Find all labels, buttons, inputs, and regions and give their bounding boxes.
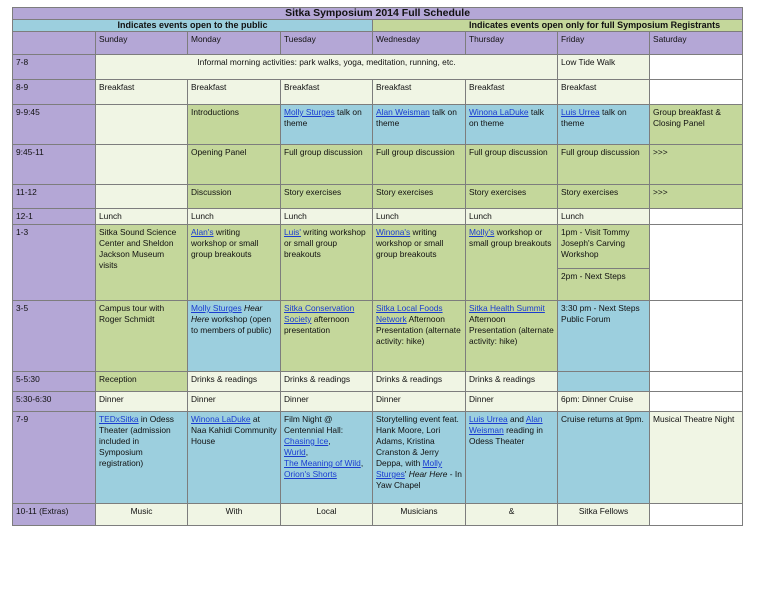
title-row bbox=[13, 8, 743, 20]
event-cell: 2pm - Next Steps bbox=[558, 269, 650, 301]
event-cell: Dinner bbox=[96, 392, 188, 412]
film-link[interactable]: Chasing Ice bbox=[284, 436, 329, 446]
event-cell: Dinner bbox=[281, 392, 373, 412]
time-cell: 9:45-11 bbox=[13, 145, 96, 185]
speaker-link[interactable]: Alan Weisman bbox=[376, 107, 430, 117]
event-cell: Breakfast bbox=[373, 80, 466, 105]
empty-cell bbox=[650, 55, 743, 80]
event-cell: Sitka Local Foods Network Afternoon Presentation (alternate activity: hike) bbox=[373, 301, 466, 372]
event-cell: With bbox=[188, 504, 281, 526]
empty-cell bbox=[650, 372, 743, 392]
workshop-link[interactable]: Molly's bbox=[469, 227, 495, 237]
table-row bbox=[13, 105, 743, 145]
time-cell: 5-5:30 bbox=[13, 372, 96, 392]
day-header: Thursday bbox=[466, 32, 558, 55]
event-cell: Alan Weisman talk on theme bbox=[373, 105, 466, 145]
day-header: Sunday bbox=[96, 32, 188, 55]
event-cell: Cruise returns at 9pm. bbox=[558, 412, 650, 504]
table-row bbox=[13, 145, 743, 185]
empty-cell bbox=[650, 504, 743, 526]
event-cell: Luis' writing workshop or small group breakouts bbox=[281, 225, 373, 301]
event-cell: Lunch bbox=[188, 209, 281, 225]
time-cell: 1-3 bbox=[13, 225, 96, 301]
empty-cell bbox=[650, 392, 743, 412]
empty-cell bbox=[650, 209, 743, 225]
event-cell: Drinks & readings bbox=[466, 372, 558, 392]
film-link[interactable]: The Meaning of Wild bbox=[284, 458, 361, 468]
event-cell: Opening Panel bbox=[188, 145, 281, 185]
org-link[interactable]: Sitka Conservation Society bbox=[284, 303, 355, 324]
event-link[interactable]: TEDxSitka bbox=[99, 414, 139, 424]
day-header: Tuesday bbox=[281, 32, 373, 55]
speaker-link[interactable]: Luis Urrea bbox=[469, 414, 508, 424]
table-row bbox=[13, 80, 743, 105]
event-cell: Lunch bbox=[466, 209, 558, 225]
event-cell: Breakfast bbox=[558, 80, 650, 105]
event-cell: Local bbox=[281, 504, 373, 526]
event-cell: Drinks & readings bbox=[373, 372, 466, 392]
table-row bbox=[13, 412, 743, 504]
org-link[interactable]: Sitka Local Foods Network bbox=[376, 303, 443, 324]
event-cell: Drinks & readings bbox=[281, 372, 373, 392]
event-cell: Molly Sturges Hear Here workshop (open to members of public) bbox=[188, 301, 281, 372]
event-cell: Dinner bbox=[373, 392, 466, 412]
event-cell: Molly Sturges talk on theme bbox=[281, 105, 373, 145]
event-cell: 1pm - Visit Tommy Joseph's Carving Workshop bbox=[558, 225, 650, 269]
table-row bbox=[13, 372, 743, 392]
day-header-row bbox=[13, 32, 743, 55]
time-cell: 3-5 bbox=[13, 301, 96, 372]
day-header: Wednesday bbox=[373, 32, 466, 55]
event-cell: Musical Theatre Night bbox=[650, 412, 743, 504]
table-row bbox=[13, 209, 743, 225]
event-cell: Lunch bbox=[96, 209, 188, 225]
empty-cell bbox=[558, 372, 650, 392]
event-cell: Film Night @ Centennial Hall: Chasing Ice, Wurld, The Meaning of Wild, Orion's Shorts bbox=[281, 412, 373, 504]
speaker-link[interactable]: Molly Sturges bbox=[191, 303, 242, 313]
event-cell: Lunch bbox=[281, 209, 373, 225]
page-title: Sitka Symposium 2014 Full Schedule bbox=[13, 8, 743, 20]
table-row bbox=[13, 504, 743, 526]
event-cell: & bbox=[466, 504, 558, 526]
event-cell: Breakfast bbox=[466, 80, 558, 105]
event-cell: >>> bbox=[650, 145, 743, 185]
time-cell: 12-1 bbox=[13, 209, 96, 225]
workshop-link[interactable]: Winona's bbox=[376, 227, 411, 237]
event-cell: Sitka Health Summit Afternoon Presentation (alternate activity: hike) bbox=[466, 301, 558, 372]
event-cell: >>> bbox=[650, 185, 743, 209]
film-link[interactable]: Orion's Shorts bbox=[284, 469, 337, 479]
event-cell: Molly's workshop or small group breakouts bbox=[466, 225, 558, 301]
legend-registrants: Indicates events open only for full Symposium Registrants bbox=[373, 20, 743, 32]
event-cell: Full group discussion bbox=[558, 145, 650, 185]
event-cell: Lunch bbox=[558, 209, 650, 225]
day-header: Monday bbox=[188, 32, 281, 55]
event-cell: Winona's writing workshop or small group breakouts bbox=[373, 225, 466, 301]
time-cell: 8-9 bbox=[13, 80, 96, 105]
event-cell: Luis Urrea talk on theme bbox=[558, 105, 650, 145]
event-cell: Drinks & readings bbox=[188, 372, 281, 392]
event-cell: Story exercises bbox=[558, 185, 650, 209]
time-cell: 7-8 bbox=[13, 55, 96, 80]
informal-activities: Informal morning activities: park walks, yoga, meditation, running, etc. bbox=[96, 55, 558, 80]
event-cell: Luis Urrea and Alan Weisman reading in Odess Theater bbox=[466, 412, 558, 504]
table-row bbox=[13, 301, 743, 372]
table-row bbox=[13, 55, 743, 80]
time-cell: 7-9 bbox=[13, 412, 96, 504]
event-cell: Breakfast bbox=[188, 80, 281, 105]
event-cell: Full group discussion bbox=[281, 145, 373, 185]
event-cell: Winona LaDuke at Naa Kahidi Community House bbox=[188, 412, 281, 504]
table-row bbox=[13, 392, 743, 412]
empty-cell bbox=[96, 185, 188, 209]
event-cell: TEDxSitka in Odess Theater (admission included in Symposium registration) bbox=[96, 412, 188, 504]
event-cell: Dinner bbox=[188, 392, 281, 412]
table-row bbox=[13, 185, 743, 209]
film-link[interactable]: Wurld bbox=[284, 447, 306, 457]
legend-row bbox=[13, 20, 743, 32]
empty-cell bbox=[96, 145, 188, 185]
event-cell: Full group discussion bbox=[466, 145, 558, 185]
event-cell: Breakfast bbox=[96, 80, 188, 105]
corner-cell bbox=[13, 32, 96, 55]
time-cell: 11-12 bbox=[13, 185, 96, 209]
empty-cell bbox=[650, 80, 743, 105]
event-cell: Low Tide Walk bbox=[558, 55, 650, 80]
workshop-link[interactable]: Luis' bbox=[284, 227, 301, 237]
event-cell: Story exercises bbox=[373, 185, 466, 209]
event-cell: Musicians bbox=[373, 504, 466, 526]
table-row bbox=[13, 225, 743, 269]
schedule-sheet bbox=[12, 7, 742, 526]
event-cell: Winona LaDuke talk on theme bbox=[466, 105, 558, 145]
event-cell: 6pm: Dinner Cruise bbox=[558, 392, 650, 412]
event-cell: Discussion bbox=[188, 185, 281, 209]
event-cell: Storytelling event feat. Hank Moore, Lori Adams, Kristina Cranston & Jerry Deppa, with Molly Sturges' Hear Here - In Yaw Chapel bbox=[373, 412, 466, 504]
event-cell: 3:30 pm - Next Steps Public Forum bbox=[558, 301, 650, 372]
day-header: Saturday bbox=[650, 32, 743, 55]
speaker-link[interactable]: Winona LaDuke bbox=[191, 414, 251, 424]
event-cell: Story exercises bbox=[281, 185, 373, 209]
empty-cell bbox=[650, 301, 743, 372]
event-cell: Breakfast bbox=[281, 80, 373, 105]
empty-cell bbox=[650, 225, 743, 301]
event-cell: Sitka Fellows bbox=[558, 504, 650, 526]
speaker-link[interactable]: Molly Sturges bbox=[284, 107, 335, 117]
event-cell: Alan's writing workshop or small group breakouts bbox=[188, 225, 281, 301]
event-cell: Dinner bbox=[466, 392, 558, 412]
event-cell: Lunch bbox=[373, 209, 466, 225]
empty-cell bbox=[96, 105, 188, 145]
speaker-link[interactable]: Winona LaDuke bbox=[469, 107, 529, 117]
speaker-link[interactable]: Molly Sturges bbox=[376, 458, 443, 479]
time-cell: 9-9:45 bbox=[13, 105, 96, 145]
event-cell: Introductions bbox=[188, 105, 281, 145]
workshop-link[interactable]: Alan's bbox=[191, 227, 214, 237]
org-link[interactable]: Sitka Health Summit bbox=[469, 303, 545, 313]
event-cell: Music bbox=[96, 504, 188, 526]
event-cell: Campus tour with Roger Schmidt bbox=[96, 301, 188, 372]
time-cell: 5:30-6:30 bbox=[13, 392, 96, 412]
event-cell: Reception bbox=[96, 372, 188, 392]
day-header: Friday bbox=[558, 32, 650, 55]
speaker-link[interactable]: Alan Weisman bbox=[469, 414, 543, 435]
event-cell: Group breakfast & Closing Panel bbox=[650, 105, 743, 145]
event-cell: Sitka Conservation Society afternoon presentation bbox=[281, 301, 373, 372]
event-cell: Sitka Sound Science Center and Sheldon Jackson Museum visits bbox=[96, 225, 188, 301]
schedule-table bbox=[12, 7, 743, 526]
speaker-link[interactable]: Luis Urrea bbox=[561, 107, 600, 117]
legend-public: Indicates events open to the public bbox=[13, 20, 373, 32]
event-cell: Full group discussion bbox=[373, 145, 466, 185]
event-cell: Story exercises bbox=[466, 185, 558, 209]
time-cell: 10-11 (Extras) bbox=[13, 504, 96, 526]
